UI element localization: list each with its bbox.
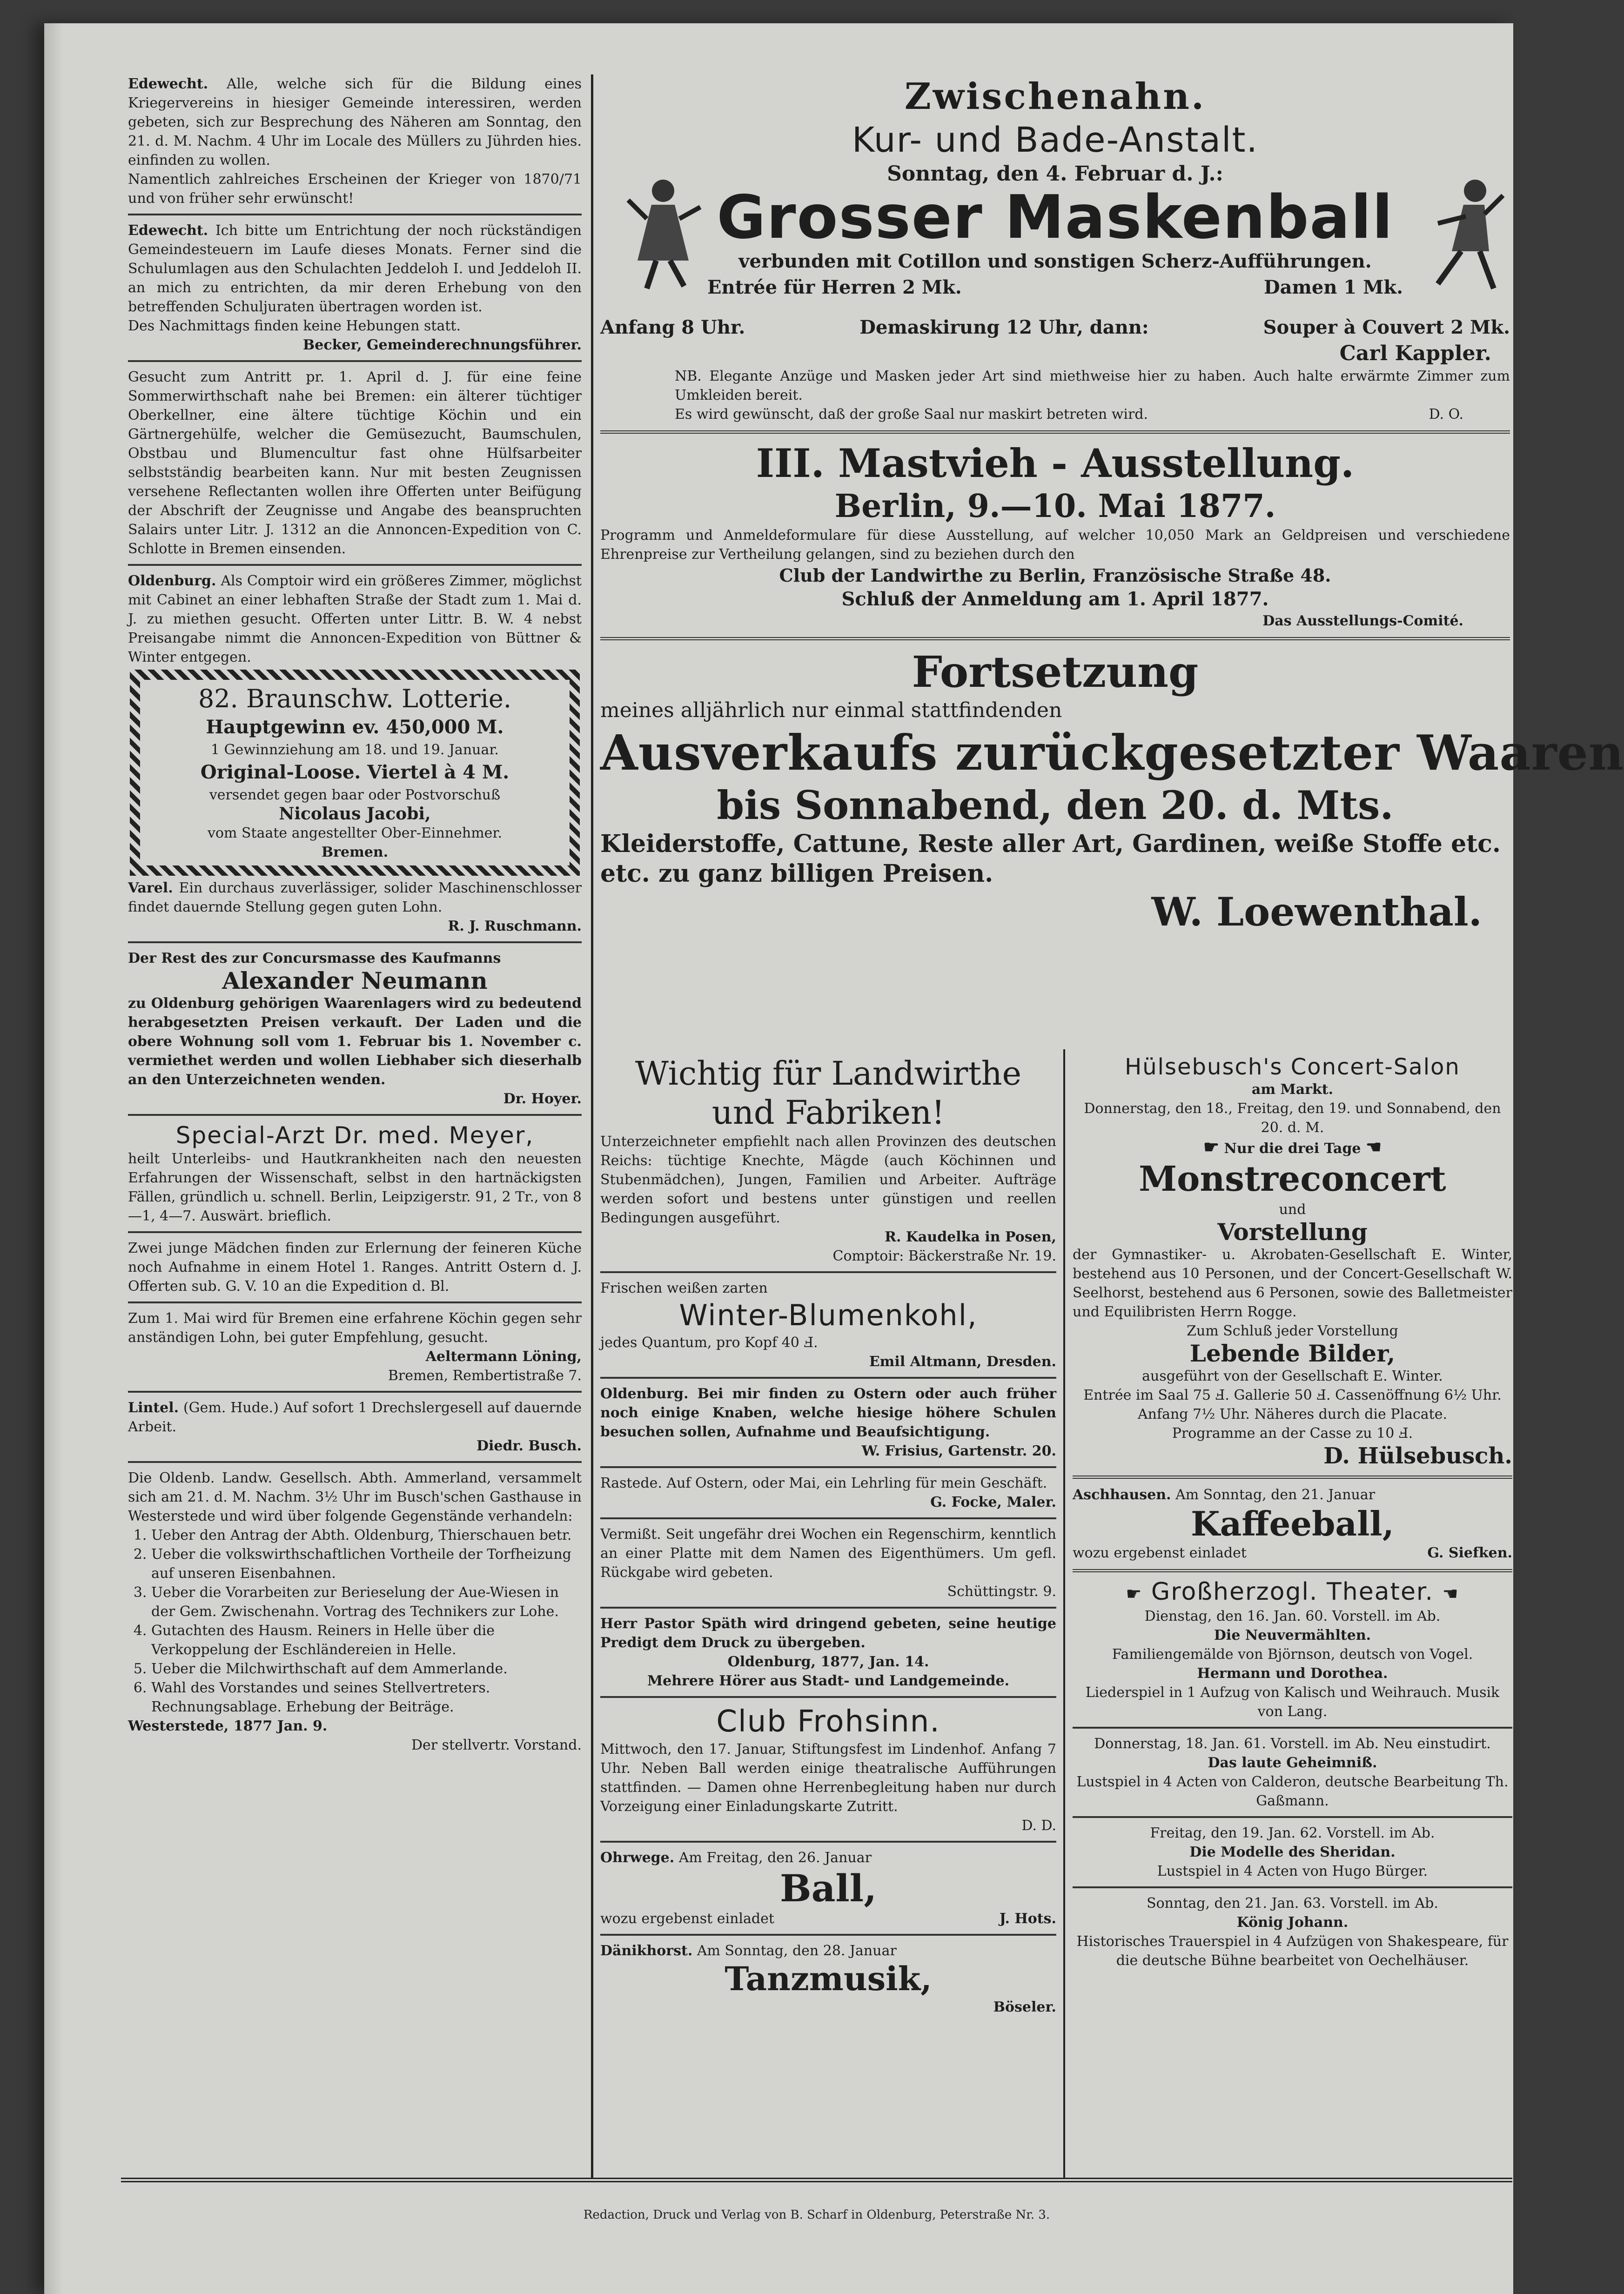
middle-column bbox=[600, 1054, 1056, 2019]
entry-women: Damen 1 Mk. bbox=[1263, 276, 1403, 298]
entry-men: Entrée für Herren 2 Mk. bbox=[707, 276, 962, 298]
ad-date: Sonntag, den 4. Februar d. J.: bbox=[887, 162, 1223, 186]
ad-signature: Dr. Hoyer. bbox=[503, 1091, 582, 1107]
ad-theater bbox=[1073, 1579, 1512, 1970]
lottery-loose: Original-Loose. Viertel à 4 M. bbox=[200, 761, 510, 783]
show-play: Die Neuvermählten. bbox=[1214, 1627, 1371, 1643]
ad-signature: D. Hülsebusch. bbox=[1323, 1443, 1512, 1469]
lottery-send: versendet gegen baar oder Postvorschuß bbox=[209, 787, 501, 803]
pointing-hand-icon: ☚ bbox=[1365, 1136, 1382, 1157]
ad-body: Alle, welche sich für die Bildung eines Kriegervereins in hiesiger Gemeinde interessiren, werden gebeten, sich zur Besprechung des Näheren am Sonntag, den 21. d. M. Nachm. 4 Uhr im Locale des Müllers zu Jührden hies. einfinden zu wollen. bbox=[128, 76, 582, 168]
divider bbox=[128, 214, 582, 215]
ad-signature: G. Siefken. bbox=[1427, 1545, 1512, 1561]
ad-place: Zwischenahn. bbox=[904, 75, 1206, 118]
ad-body: Oldenburg. Bei mir finden zu Ostern oder auch früher noch einige Knaben, welche hiesige höhere Schulen besuchen sollen, Aufnahme und Beaufsichtigung. bbox=[600, 1386, 1056, 1440]
ad-ohrwege bbox=[600, 1848, 1056, 1928]
ad-signature: W. Frisius, Gartenstr. 20. bbox=[861, 1443, 1056, 1459]
ad-location: am Markt. bbox=[1251, 1081, 1334, 1098]
ad-date: Donnerstag, den 18., Freitag, den 19. und Sonnabend, den 20. d. M. bbox=[1084, 1100, 1501, 1136]
show-desc: Familiengemälde von Björnson, deutsch von Vogel. bbox=[1112, 1646, 1473, 1663]
ad-line-5: Kleiderstoffe, Cattune, Reste aller Art, Gardinen, weiße Stoffe etc. etc. zu ganz billigen Preisen. bbox=[600, 830, 1501, 888]
ad-body-2: Namentlich zahlreiches Erscheinen der Krieger von 1870/71 und von früher sehr erwünscht! bbox=[128, 171, 582, 207]
ad-head: Edewecht. bbox=[128, 76, 208, 92]
ad-lottery bbox=[130, 670, 580, 876]
ad-date: Am Freitag, den 26. Januar bbox=[678, 1850, 872, 1866]
ad-signature: W. Loewenthal. bbox=[1151, 889, 1482, 935]
divider bbox=[128, 1231, 582, 1233]
ad-body-2: Des Nachmittags finden keine Hebungen statt. bbox=[128, 318, 461, 334]
bottom-rule bbox=[121, 2178, 1512, 2182]
show-date: Sonntag, den 21. Jan. 63. Vorstell. im Ab. bbox=[1147, 1895, 1438, 1912]
imprint-footer: Redaction, Druck und Verlag von B. Scharf in Oldenburg, Peterstraße Nr. 3. bbox=[583, 2208, 1050, 2222]
column-separator-right bbox=[1063, 1049, 1065, 2178]
show-desc: Lustspiel in 4 Acten von Calderon, deutsche Bearbeitung Th. Gaßmann. bbox=[1076, 1774, 1509, 1809]
divider bbox=[1073, 1727, 1512, 1729]
ad-days bbox=[1073, 1137, 1512, 1158]
ad-body: Unterzeichneter empfiehlt nach allen Provinzen des deutschen Reichs: tüchtige Knechte, Mägde (auch Köchinnen und Stubenmädchen), Jungen, Familien und Arbeiter. Aufträge werden sofort und bestens unter günstigen und reellen Bedingungen ausgeführt. bbox=[600, 1134, 1056, 1226]
ad-days-label: Nur die drei Tage bbox=[1224, 1140, 1361, 1157]
ad-footer-row bbox=[600, 1909, 1056, 1928]
column-separator-left bbox=[591, 74, 593, 2178]
ad-signature: R. Kaudelka in Posen, bbox=[885, 1229, 1056, 1245]
ad-subtitle: verbunden mit Cotillon und sonstigen Scherz-Aufführungen. bbox=[738, 250, 1372, 272]
ad-body: Gesucht zum Antritt pr. 1. April d. J. für eine feine Sommerwirthschaft nahe bei Bremen: ein älterer tüchtiger Oberkellner, eine ältere tüchtige Köchin und ein Gärtnergehülfe, welcher die Gemüsezucht, Baumschulen, Obstbau und Blumencultur fast ohne Hülfsarbeiter selbstständig bearbeiten kann. Nur mit besten Zeugnissen versehene Reflectanten wollen ihre Offerten unter Beifügung der Abschrift der Zeugnisse und Angabe des beanspruchten Salairs unter Litr. J. 1312 an die Annoncen-Expedition von C. Schlotte in Bremen einsenden. bbox=[128, 369, 582, 557]
divider bbox=[600, 1696, 1056, 1698]
ad-title: III. Mastvieh - Ausstellung. bbox=[756, 440, 1355, 486]
divider bbox=[600, 1271, 1056, 1273]
ad-signature: R. J. Ruschmann. bbox=[448, 918, 582, 934]
ad-address: Bremen, Rembertistraße 7. bbox=[388, 1368, 582, 1384]
agenda-item: 6. Wahl des Vorstandes und seines Stellvertreters. Rechnungsablage. Erhebung der Beiträge. bbox=[151, 1678, 582, 1717]
agenda-item: 1. Ueber den Antrag der Abth. Oldenburg, Thierschauen betr. bbox=[151, 1526, 582, 1545]
ad-body: (Gem. Hude.) Auf sofort 1 Drechslergesell auf dauernde Arbeit. bbox=[128, 1400, 582, 1435]
page-binding bbox=[44, 23, 63, 2294]
divider bbox=[1073, 1886, 1512, 1888]
ad-entry-row bbox=[600, 275, 1510, 301]
ad-title: Tanzmusik, bbox=[725, 1959, 932, 1998]
show-date: Freitag, den 19. Jan. 62. Vorstell. im Ab. bbox=[1150, 1825, 1435, 1841]
ad-title: Winter-Blumenkohl, bbox=[679, 1298, 978, 1332]
divider bbox=[600, 430, 1510, 434]
theater-show bbox=[1073, 1607, 1512, 1721]
show-play: König Johann. bbox=[1236, 1914, 1349, 1931]
theater-title-row bbox=[1073, 1579, 1512, 1607]
divider bbox=[128, 941, 582, 943]
ad-signature: J. Hots. bbox=[999, 1911, 1056, 1927]
ad-signature: Der stellvertr. Vorstand. bbox=[411, 1737, 582, 1753]
ad-line-1: Fortsetzung bbox=[912, 647, 1199, 697]
ad-lintel bbox=[128, 1398, 582, 1456]
ad-signature: Becker, Gemeinderechnungsführer. bbox=[302, 337, 582, 353]
show-play-2: Hermann und Dorothea. bbox=[1197, 1665, 1388, 1682]
ad-body: Ein durchaus zuverlässiger, solider Maschinenschlosser findet dauernde Stellung gegen guten Lohn. bbox=[128, 880, 582, 915]
ad-prices: Entrée im Saal 75 Ⅎ. Gallerie 50 Ⅎ. Cassenöffnung 6½ Uhr. Anfang 7½ Uhr. Näheres durch die Placate. bbox=[1083, 1387, 1502, 1422]
ad-footer-row bbox=[1073, 1543, 1512, 1563]
ad-signature: Aeltermann Löning, bbox=[425, 1348, 582, 1365]
ad-body: wozu ergebenst einladet bbox=[1073, 1545, 1247, 1561]
divider bbox=[600, 1607, 1056, 1609]
pointing-hand-icon: ☛ bbox=[1126, 1583, 1143, 1604]
ad-body: Mittwoch, den 17. Januar, Stiftungsfest im Lindenhof. Anfang 7 Uhr. Neben Ball werden einige theatralische Aufführungen stattfinden. — Damen ohne Herrenbegleitung haben nur durch Vorzeigung einer Einladungskarte Zutritt. bbox=[600, 1741, 1056, 1815]
ad-oldenburg-comptoir bbox=[128, 571, 582, 667]
ad-end: Schluß der Anmeldung am 1. April 1877. bbox=[841, 588, 1269, 610]
ad-souper: Souper à Couvert 2 Mk. bbox=[1263, 316, 1510, 338]
ad-blumenkohl bbox=[600, 1279, 1056, 1371]
ad-mastvieh bbox=[600, 440, 1510, 631]
ad-time-row bbox=[600, 315, 1510, 341]
ad-body: zu Oldenburg gehörigen Waarenlagers wird zu bedeutend herabgesetzten Preisen verkauft. Der Laden und die obere Wohnung soll vom 1. Februar bis 1. November c. vermiethet werden und wollen Liebhaber sich dieserhalb an den Unterzeichneten wenden. bbox=[128, 995, 582, 1088]
ad-head: Lintel. bbox=[128, 1400, 179, 1416]
ad-date: Am Sonntag, den 28. Januar bbox=[697, 1943, 897, 1959]
ad-body: Als Comptoir wird ein größeres Zimmer, möglichst mit Cabinet an einer lebhaften Straße der Stadt zum 1. Mai d. J. zu miethen gesucht. Offerten unter Littr. B. W. 4 nebst Preisangabe nimmt die Annoncen-Expedition von Büttner & Winter entgegen. bbox=[128, 573, 582, 665]
ad-vermisst bbox=[600, 1525, 1056, 1601]
ad-address: Comptoir: Bäckerstraße Nr. 19. bbox=[832, 1248, 1056, 1264]
ad-daenikhorst bbox=[600, 1941, 1056, 2017]
pointing-hand-icon: ☛ bbox=[1203, 1136, 1220, 1157]
ad-body: Vermißt. Seit ungefähr drei Wochen ein Regenschirm, kenntlich an einer Platte mit dem Namen des Eigenthümers. Um gefl. Rückgabe wird gebeten. bbox=[600, 1526, 1056, 1581]
divider bbox=[1073, 1816, 1512, 1818]
ad-programme: Programme an der Casse zu 10 Ⅎ. bbox=[1172, 1425, 1413, 1442]
ad-varel bbox=[128, 879, 582, 936]
ad-date: Am Sonntag, den 21. Januar bbox=[1175, 1487, 1376, 1503]
ad-body: heilt Unterleibs- und Hautkrankheiten nach den neuesten Erfahrungen der Wissenschaft, selbst in den hartnäckigsten Fällen, gründlich u. schnell. Berlin, Leipzigerstr. 91, 2 Tr., von 8—1, 4—7. Auswärt. brieflich. bbox=[128, 1151, 582, 1224]
theater-show bbox=[1073, 1824, 1512, 1881]
ad-maedchen bbox=[128, 1239, 582, 1296]
ad-gesucht bbox=[128, 368, 582, 558]
ad-end: Zum Schluß jeder Vorstellung bbox=[1187, 1323, 1398, 1339]
ad-body: Zwei junge Mädchen finden zur Erlernung der feineren Küche noch Aufnahme in einem Hotel 1. Ranges. Antritt Ostern d. J. Offerten sub. G. V. 10 an die Expedition d. Bl. bbox=[128, 1240, 582, 1295]
ad-edewecht-steuern bbox=[128, 221, 582, 355]
ad-bremen bbox=[128, 1309, 582, 1385]
ad-head: Dänikhorst. bbox=[600, 1943, 693, 1959]
ad-initials: D. O. bbox=[1429, 406, 1463, 423]
ad-body: Ich bitte um Entrichtung der noch rückständigen Gemeindesteuern im Laufe dieses Monats. Ferner sind die Schulumlagen aus den Schulachten Jeddeloh I. und Jeddeloh II. an mich zu entrichten, da mir deren Erhebung von den betreffenden Schuljuraten übertragen worden ist. bbox=[128, 222, 582, 315]
ad-signature: Böseler. bbox=[993, 1999, 1056, 2015]
ad-head: Varel. bbox=[128, 880, 173, 896]
ad-landwirtschaft bbox=[128, 1469, 582, 1755]
right-column bbox=[1073, 1054, 1512, 1973]
show-desc: Lustspiel in 4 Acten von Hugo Bürger. bbox=[1157, 1863, 1428, 1879]
ad-signature: Das Ausstellungs-Comité. bbox=[1262, 613, 1463, 629]
ad-signature: Schüttingstr. 9. bbox=[947, 1583, 1056, 1600]
divider bbox=[600, 1466, 1056, 1468]
ad-nb: NB. Elegante Anzüge und Masken jeder Art sind miethweise hier zu haben. Auch halte erwärmte Zimmer zum Umkleiden bereit. bbox=[675, 368, 1510, 403]
ad-initials: D. D. bbox=[1021, 1818, 1056, 1834]
ad-head: Edewecht. bbox=[128, 222, 208, 239]
ad-head: Oldenburg. bbox=[128, 573, 216, 589]
dancing-figure-left-icon bbox=[619, 172, 707, 293]
divider bbox=[1073, 1569, 1512, 1572]
ad-line-3: Ausverkaufs zurückgesetzter Waaren bbox=[600, 724, 1624, 781]
dancing-figure-right-icon bbox=[1419, 172, 1508, 293]
theater-show bbox=[1073, 1894, 1512, 1970]
agenda-list bbox=[128, 1526, 582, 1717]
ad-signature: Carl Kappler. bbox=[1339, 342, 1491, 365]
lottery-draw: 1 Gewinnziehung am 18. und 19. Januar. bbox=[211, 742, 499, 758]
ad-title: Hülsebusch's Concert-Salon bbox=[1125, 1054, 1460, 1080]
ad-signature: Mehrere Hörer aus Stadt- und Landgemeinde. bbox=[647, 1673, 1010, 1689]
ad-club: Club der Landwirthe zu Berlin, Französische Straße 48. bbox=[779, 565, 1331, 586]
ad-line-4: bis Sonnabend, den 20. d. Mts. bbox=[717, 782, 1394, 828]
ad-signature: G. Focke, Maler. bbox=[930, 1494, 1056, 1510]
ad-body: Programm und Anmeldeformulare für diese Ausstellung, auf welcher 10,050 Mark an Geldpreisen und verschiedene Ehrenpreise zur Vertheilung gelangen, sind zu beziehen durch den bbox=[600, 527, 1510, 563]
ad-date: Berlin, 9.—10. Mai 1877. bbox=[834, 488, 1276, 525]
divider bbox=[600, 1841, 1056, 1843]
agenda-item: 4. Gutachten des Hausm. Reiners in Helle über die Verkoppelung der Eschländereien in Helle. bbox=[151, 1621, 582, 1659]
divider bbox=[128, 1114, 582, 1116]
ad-body: jedes Quantum, pro Kopf 40 Ⅎ. bbox=[600, 1335, 818, 1351]
pointing-hand-icon: ☚ bbox=[1442, 1583, 1459, 1604]
lottery-role: vom Staate angestellter Ober-Einnehmer. bbox=[208, 825, 502, 841]
ad-institution: Kur- und Bade-Anstalt. bbox=[852, 120, 1259, 160]
show-play: Die Modelle des Sheridan. bbox=[1189, 1844, 1396, 1860]
divider bbox=[128, 564, 582, 566]
ad-performer: ausgeführt von der Gesellschaft E. Winter. bbox=[1142, 1368, 1443, 1384]
ad-ausverkauf bbox=[600, 647, 1624, 935]
show-play: Das laute Geheimniß. bbox=[1208, 1755, 1377, 1771]
ad-head: Aschhausen. bbox=[1073, 1487, 1171, 1503]
ad-place: Oldenburg, 1877, Jan. 14. bbox=[727, 1654, 929, 1670]
show-desc: Historisches Trauerspiel in 4 Aufzügen von Shakespeare, für die deutsche Bühne bearbeitet von Oechelhäuser. bbox=[1076, 1933, 1509, 1969]
ad-concert: Monstreconcert bbox=[1139, 1159, 1446, 1199]
lottery-prize: Hauptgewinn ev. 450,000 M. bbox=[206, 716, 504, 738]
ad-demask: Demaskirung 12 Uhr, dann: bbox=[859, 316, 1149, 338]
agenda-item: 3. Ueber die Vorarbeiten zur Berieselung der Aue-Wiesen in der Gem. Zwischenahn. Vortrag des Technikers zur Lohe. bbox=[151, 1583, 582, 1621]
lottery-city: Bremen. bbox=[321, 844, 389, 860]
ad-aschhausen bbox=[1073, 1485, 1512, 1563]
ad-body: der Gymnastiker- u. Akrobaten-Gesellschaft E. Winter, bestehend aus 10 Personen, und der Concert-Gesellschaft W. Seelhorst, bestehend aus 6 Personen, sowie des Balletmeister und Equilibristen Herrn Rogge. bbox=[1073, 1247, 1512, 1320]
show-date: Dienstag, den 16. Jan. 60. Vorstell. im Ab. bbox=[1144, 1608, 1441, 1624]
show-desc-2: Liederspiel in 1 Aufzug von Kalisch und Weihrauch. Musik von Lang. bbox=[1085, 1684, 1500, 1720]
ad-zwischenahn bbox=[600, 74, 1510, 424]
show-date: Donnerstag, 18. Jan. 61. Vorstell. im Ab. Neu einstudirt. bbox=[1094, 1736, 1491, 1752]
ad-start: Anfang 8 Uhr. bbox=[600, 316, 745, 338]
ad-wichtig bbox=[600, 1054, 1056, 1266]
lottery-title: 82. Braunschw. Lotterie. bbox=[198, 684, 512, 713]
ad-signature: Emil Altmann, Dresden. bbox=[869, 1354, 1056, 1370]
ad-und: und bbox=[1279, 1201, 1306, 1218]
ad-huelsebusch bbox=[1073, 1054, 1512, 1469]
ad-intro: Der Rest des zur Concursmasse des Kaufmanns bbox=[128, 950, 501, 966]
ad-spaeth bbox=[600, 1614, 1056, 1690]
ad-frohsinn bbox=[600, 1704, 1056, 1835]
divider bbox=[1073, 1476, 1512, 1479]
ad-head: Ohrwege. bbox=[600, 1850, 675, 1866]
ad-body: Zum 1. Mai wird für Bremen eine erfahrene Köchin gegen sehr anständigen Lohn, bei guter Empfehlung, gesucht. bbox=[128, 1310, 582, 1346]
agenda-item: 2. Ueber die volkswirthschaftlichen Vortheile der Torfheizung auf unseren Eisenbahnen. bbox=[151, 1545, 582, 1583]
divider bbox=[128, 360, 582, 362]
left-column bbox=[128, 74, 582, 1757]
ad-signature: Diedr. Busch. bbox=[476, 1438, 582, 1454]
ad-title: Grosser Maskenball bbox=[717, 183, 1394, 252]
ad-name: Alexander Neumann bbox=[222, 967, 488, 994]
theater-title: Großherzogl. Theater. bbox=[1151, 1578, 1434, 1606]
ad-line-2: meines alljährlich nur einmal stattfindenden bbox=[600, 698, 1062, 722]
ad-rastede bbox=[600, 1474, 1056, 1512]
theater-show bbox=[1073, 1734, 1512, 1811]
ad-title: Kaffeeball, bbox=[1191, 1504, 1394, 1543]
ad-title: Special-Arzt Dr. med. Meyer, bbox=[175, 1122, 534, 1149]
lottery-name: Nicolaus Jacobi, bbox=[279, 804, 431, 824]
ad-edewecht-krieger bbox=[128, 74, 582, 208]
ad-title: Wichtig für Landwirthe und Fabriken! bbox=[635, 1054, 1022, 1132]
top-wide-section bbox=[600, 74, 1624, 935]
ad-note-row bbox=[600, 405, 1510, 424]
ad-neumann bbox=[128, 949, 582, 1108]
divider bbox=[128, 1301, 582, 1303]
ad-intro: Frischen weißen zarten bbox=[600, 1280, 768, 1296]
divider bbox=[600, 1934, 1056, 1936]
ad-oldenburg-knaben bbox=[600, 1384, 1056, 1461]
ad-meyer bbox=[128, 1121, 582, 1226]
divider bbox=[128, 1391, 582, 1393]
divider bbox=[600, 1517, 1056, 1519]
ad-body: Rastede. Auf Ostern, oder Mai, ein Lehrling für mein Geschäft. bbox=[600, 1475, 1047, 1491]
divider bbox=[128, 1461, 582, 1463]
divider bbox=[600, 1377, 1056, 1379]
agenda-item: 5. Ueber die Milchwirthschaft auf dem Ammerlande. bbox=[151, 1659, 582, 1678]
divider bbox=[600, 637, 1510, 640]
ad-note: Es wird gewünscht, daß der große Saal nur maskirt betreten wird. bbox=[675, 406, 1148, 423]
ad-bilder: Lebende Bilder, bbox=[1189, 1340, 1396, 1367]
ad-body: Herr Pastor Späth wird dringend gebeten, seine heutige Predigt dem Druck zu übergeben. bbox=[600, 1616, 1056, 1651]
ad-body: Die Oldenb. Landw. Gesellsch. Abth. Ammerland, versammelt sich am 21. d. M. Nachm. 3½ Uhr im Busch'schen Gasthause in Westerstede und wird über folgende Gegenstände verhandeln: bbox=[128, 1470, 582, 1524]
ad-title: Club Frohsinn. bbox=[716, 1704, 940, 1739]
ad-body: wozu ergebenst einladet bbox=[600, 1911, 774, 1927]
ad-place: Westerstede, 1877 Jan. 9. bbox=[128, 1718, 328, 1734]
ad-title: Ball, bbox=[779, 1866, 877, 1910]
ad-vorstellung: Vorstellung bbox=[1217, 1218, 1368, 1246]
